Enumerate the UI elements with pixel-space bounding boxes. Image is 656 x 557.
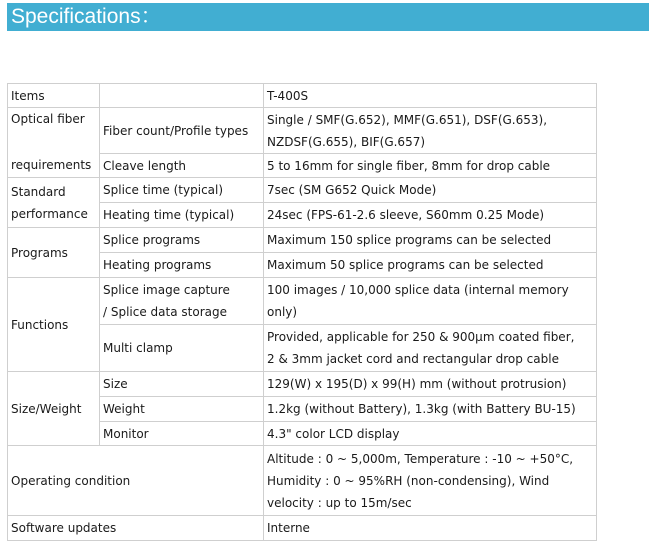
- optical-fiber-group-cell: [8, 108, 100, 178]
- cleave-length-label: Cleave length: [100, 154, 264, 178]
- fiber-count-label: Fiber count/Profile types: [100, 108, 264, 154]
- value-line: Altitude : 0 ~ 5,000m, Temperature : -10 ~ +50°C,: [267, 451, 574, 466]
- value-line: only): [267, 305, 298, 319]
- group-label-line: Standard: [11, 184, 66, 199]
- table-row: [8, 108, 597, 154]
- monitor-label: Monitor: [100, 422, 264, 446]
- heating-programs-label: Heating programs: [100, 253, 264, 278]
- software-updates-value: Interne: [264, 516, 597, 541]
- table-row: [8, 446, 597, 516]
- table-row: [8, 84, 597, 108]
- optical-fiber-group-label: [11, 108, 96, 176]
- operating-condition-label: Operating condition: [8, 446, 264, 516]
- heating-time-value: 24sec (FPS-61-2.6 sleeve, S60mm 0.25 Mode): [264, 203, 597, 228]
- value-line: Provided, applicable for 250 & 900μm coated fiber,: [267, 330, 575, 344]
- programs-group-cell: Programs: [8, 228, 100, 278]
- value-line: Humidity : 0 ~ 95%RH (non-condensing), Wind: [267, 473, 550, 488]
- heating-time-label: Heating time (typical): [100, 203, 264, 228]
- size-weight-group-cell: Size/Weight: [8, 372, 100, 446]
- monitor-value: 4.3" color LCD display: [264, 422, 597, 446]
- operating-condition-value: [264, 446, 597, 516]
- table-row: [8, 178, 597, 203]
- table-row: [8, 516, 597, 541]
- image-capture-value: [264, 278, 597, 325]
- heating-programs-value: Maximum 50 splice programs can be selected: [264, 253, 597, 278]
- splice-time-value: 7sec (SM G652 Quick Mode): [264, 178, 597, 203]
- group-label-line: performance: [11, 206, 88, 221]
- value-line: NZDSF(G.655), BIF(G.657): [267, 134, 426, 149]
- group-label-line: requirements: [11, 158, 92, 172]
- size-label: Size: [100, 372, 264, 397]
- table-row: [8, 278, 597, 325]
- value-line: 2 & 3mm jacket cord and rectangular drop cable: [267, 352, 559, 366]
- section-title: Specifications：: [11, 5, 162, 28]
- specifications-table: [7, 83, 597, 541]
- splice-time-label: Splice time (typical): [100, 178, 264, 203]
- items-header-cell: Items: [8, 84, 100, 108]
- functions-group-cell: Functions: [8, 278, 100, 372]
- table-row: [8, 372, 597, 397]
- value-line: Single / SMF(G.652), MMF(G.651), DSF(G.653),: [267, 112, 548, 127]
- model-header-cell: T-400S: [264, 84, 597, 108]
- value-line: velocity : up to 15m/sec: [267, 495, 412, 510]
- splice-programs-value: Maximum 150 splice programs can be selected: [264, 228, 597, 253]
- weight-value: 1.2kg (without Battery), 1.3kg (with Battery BU-15): [264, 397, 597, 422]
- group-label-line: Optical fiber: [11, 112, 85, 126]
- multi-clamp-label: Multi clamp: [100, 325, 264, 372]
- splice-programs-label: Splice programs: [100, 228, 264, 253]
- fiber-count-value: [264, 108, 597, 154]
- section-header: [7, 3, 649, 31]
- label-line: Splice image capture: [103, 283, 230, 297]
- image-capture-label: [100, 278, 264, 325]
- empty-header-cell: [100, 84, 264, 108]
- cleave-length-value: 5 to 16mm for single fiber, 8mm for drop cable: [264, 154, 597, 178]
- software-updates-label: Software updates: [8, 516, 264, 541]
- table-row: [8, 228, 597, 253]
- label-line: / Splice data storage: [103, 305, 227, 319]
- multi-clamp-value: [264, 325, 597, 372]
- value-line: 100 images / 10,000 splice data (internal memory: [267, 283, 569, 297]
- standard-performance-group-cell: [8, 178, 100, 228]
- weight-label: Weight: [100, 397, 264, 422]
- size-value: 129(W) x 195(D) x 99(H) mm (without protrusion): [264, 372, 597, 397]
